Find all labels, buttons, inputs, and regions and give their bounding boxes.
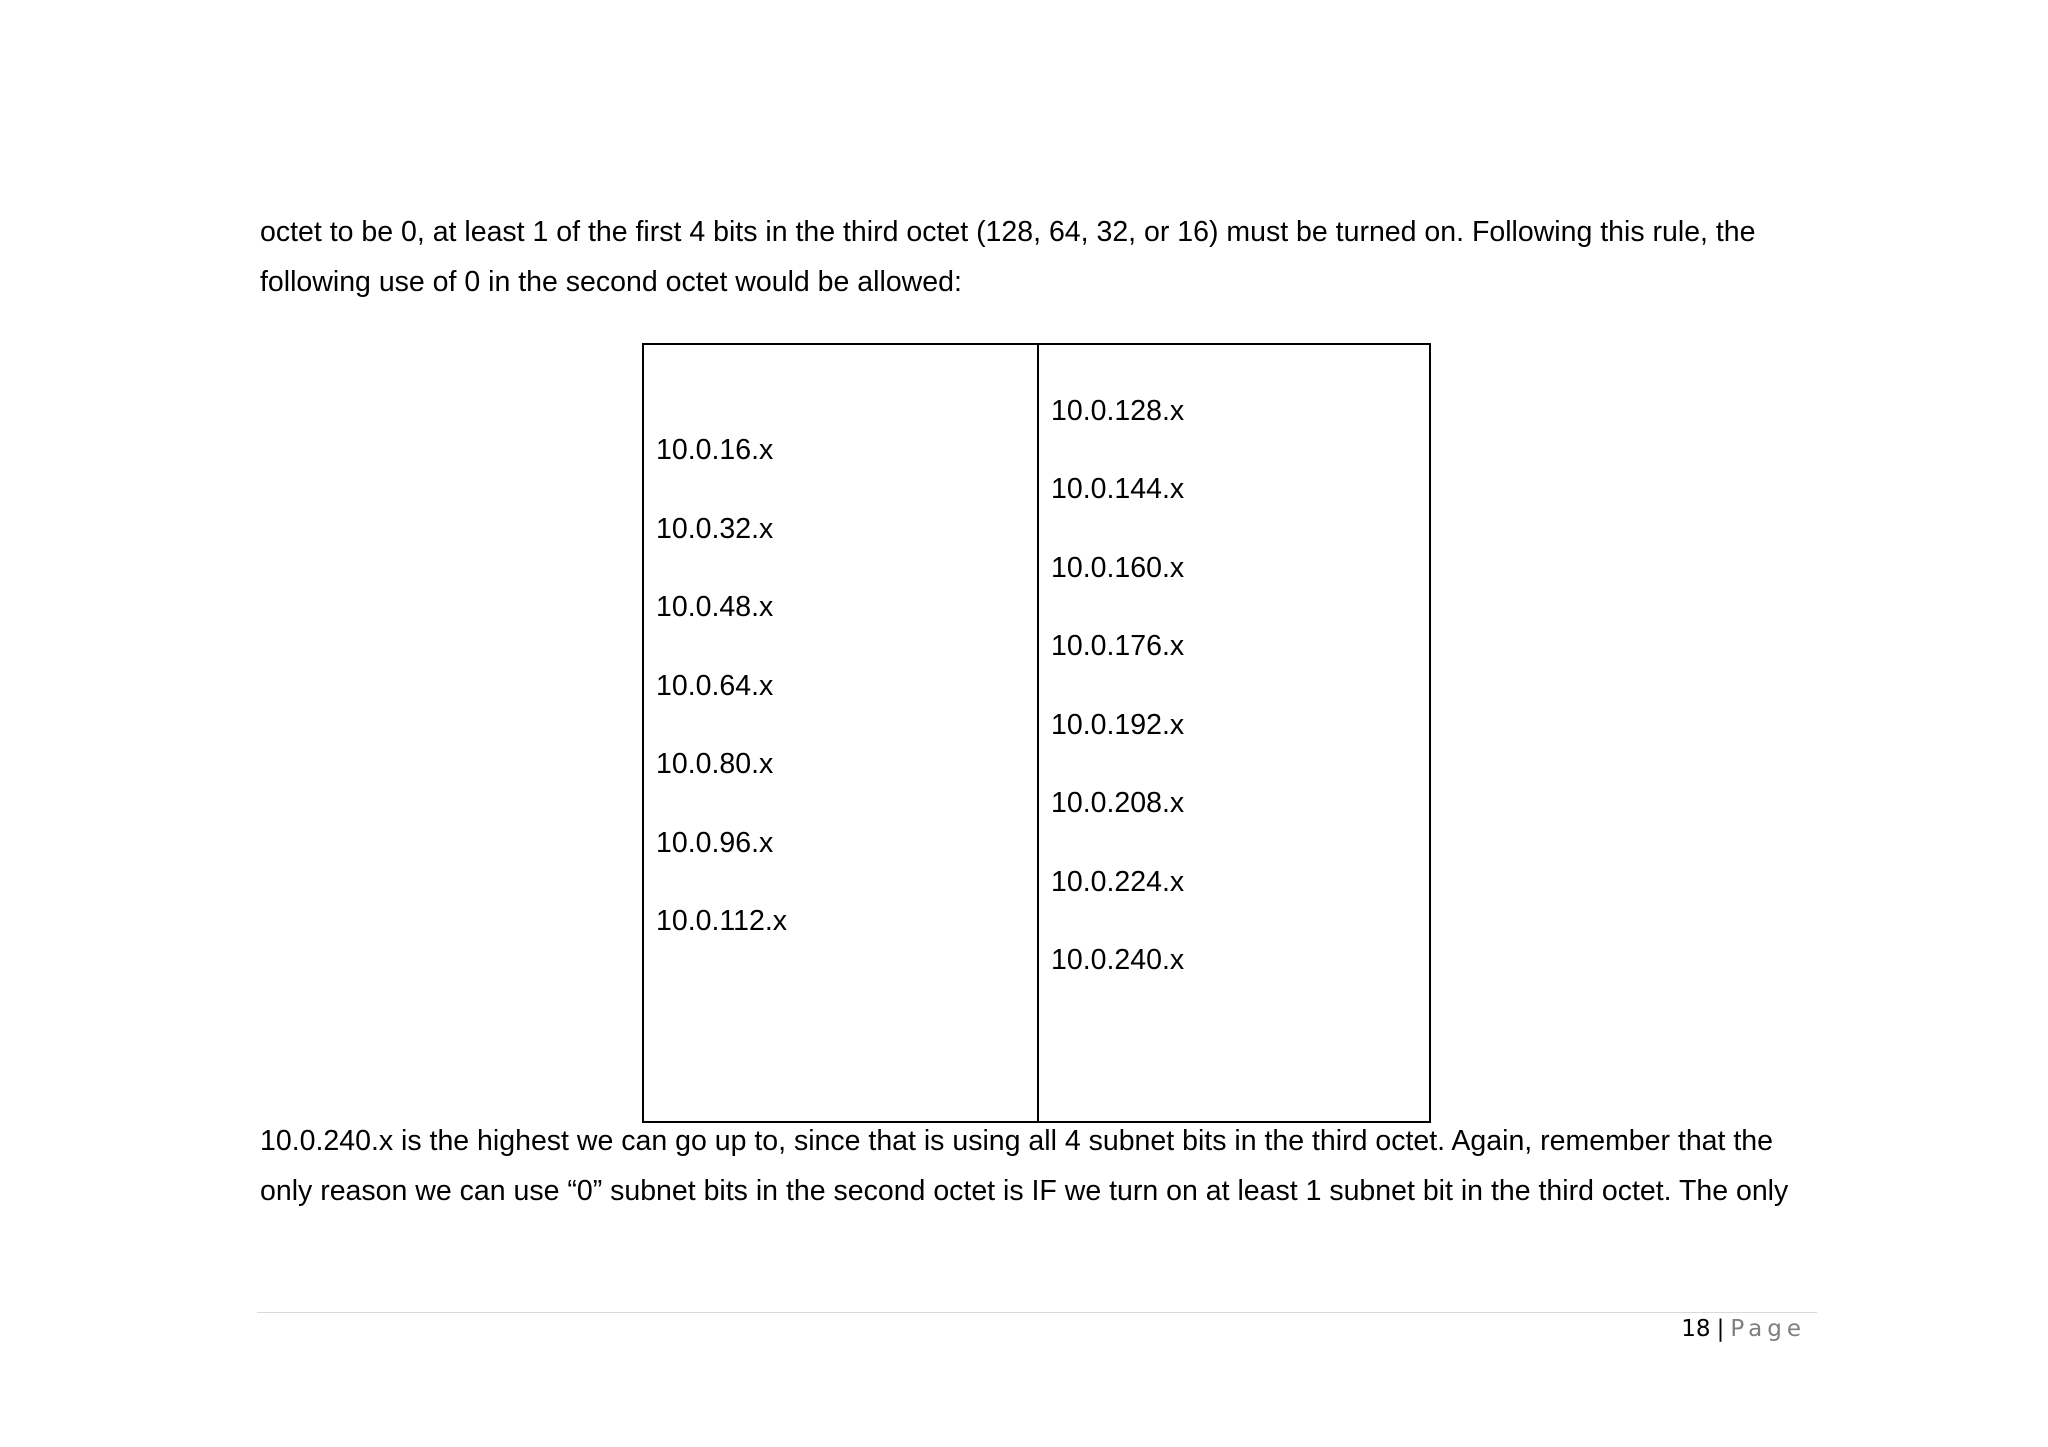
subnet-cell: 10.0.208.x: [1051, 787, 1185, 819]
paragraph-line: octet to be 0, at least 1 of the first 4 bits in the third octet (128, 64, 32, or 16) must be turned on. Following this rule, the: [260, 216, 1756, 248]
subnet-cell: 10.0.240.x: [1051, 944, 1185, 976]
paragraph-top: [260, 207, 1820, 307]
footer-separator: |: [1716, 1316, 1725, 1342]
page-number: 18: [1681, 1316, 1711, 1342]
paragraph-bottom: [260, 1116, 1820, 1216]
subnet-cell: 10.0.112.x: [656, 905, 787, 937]
subnet-cell: 10.0.96.x: [656, 827, 774, 859]
paragraph-line: following use of 0 in the second octet would be allowed:: [260, 266, 962, 298]
subnet-cell: 10.0.160.x: [1051, 552, 1185, 584]
subnet-cell: 10.0.48.x: [656, 591, 774, 623]
page-label: Page: [1730, 1316, 1806, 1342]
paragraph-line: 10.0.240.x is the highest we can go up to, since that is using all 4 subnet bits in the third octet. Again, remember that the: [260, 1125, 1773, 1157]
subnet-cell: 10.0.80.x: [656, 748, 774, 780]
subnet-table: [642, 343, 1431, 1123]
subnet-cell: 10.0.64.x: [656, 670, 774, 702]
page-footer: [1681, 1316, 1806, 1342]
footer-divider: [257, 1312, 1817, 1313]
paragraph-line: only reason we can use “0” subnet bits in the second octet is IF we turn on at least 1 subnet bit in the third octet. The only: [260, 1175, 1789, 1207]
subnet-cell: 10.0.224.x: [1051, 866, 1185, 898]
subnet-cell: 10.0.144.x: [1051, 473, 1185, 505]
subnet-cell: 10.0.128.x: [1051, 395, 1185, 427]
subnet-cell: 10.0.176.x: [1051, 630, 1185, 662]
subnet-cell: 10.0.16.x: [656, 434, 774, 466]
subnet-cell: 10.0.192.x: [1051, 709, 1185, 741]
column-divider: [1037, 345, 1039, 1121]
subnet-cell: 10.0.32.x: [656, 513, 774, 545]
